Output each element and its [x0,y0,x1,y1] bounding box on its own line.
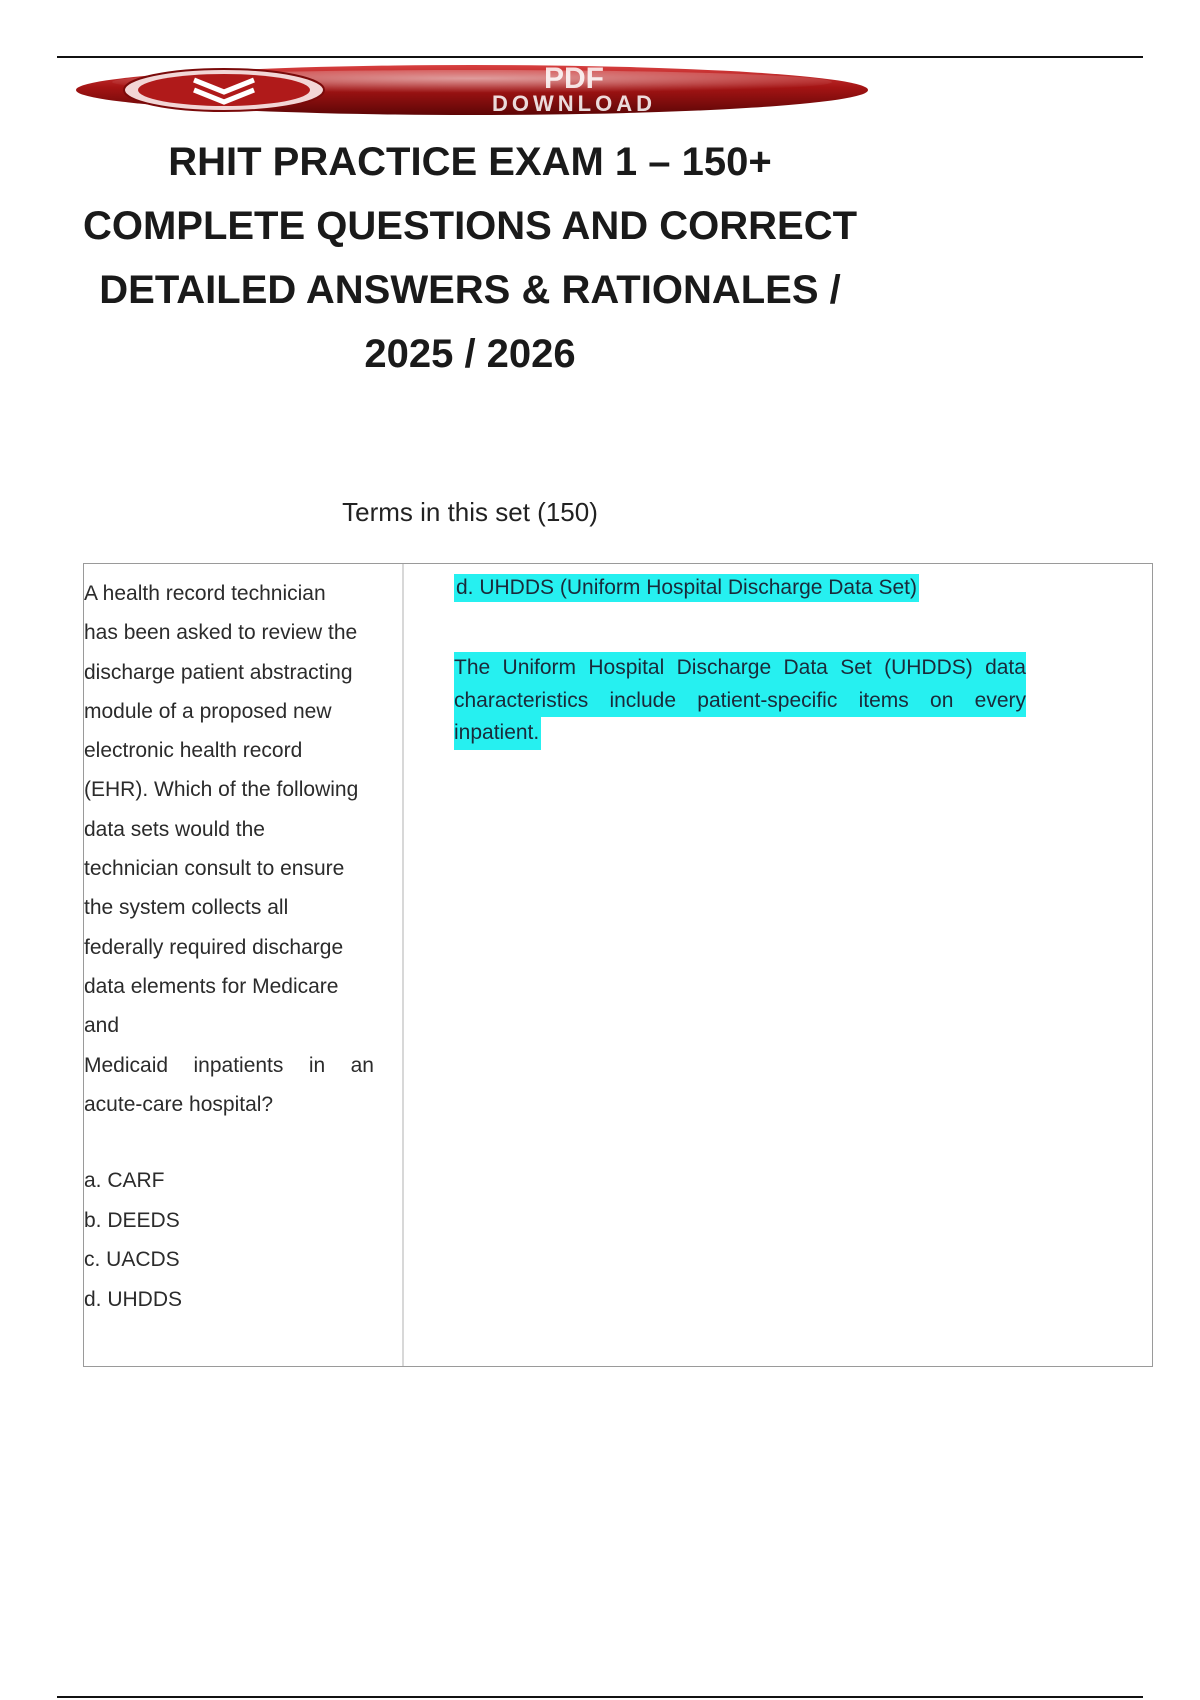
rationale-word: every [974,688,1026,712]
banner-text-top: PDF [544,64,604,95]
option-d: d. UHDDS [84,1287,183,1311]
rationale-word: items [858,688,909,712]
option-a: a. CARF [84,1169,165,1193]
title-line: DETAILED ANSWERS & RATIONALES / [99,268,841,312]
title-line: COMPLETE QUESTIONS AND CORRECT [82,204,858,248]
question-line: and [84,1014,120,1038]
question-line: discharge patient abstracting [84,660,353,684]
document-title [70,130,870,386]
question-line: data sets would the [84,817,265,841]
question-word: an [350,1053,374,1077]
rationale-word: on [930,688,954,712]
option-c: c. UACDS [84,1248,180,1272]
rationale-word: Uniform [502,656,577,679]
rationale-word: Data [783,656,828,679]
banner-text-bottom: DOWNLOAD [492,91,656,116]
footer-rule [57,1696,1143,1698]
question-line: the system collects all [84,896,289,920]
rationale-text [454,652,1026,750]
flashcard-row [83,563,1153,1367]
title-line: 2025 / 2026 [364,332,576,376]
rationale-line [454,652,1026,685]
question-line: module of a proposed new [84,699,332,723]
rationale-word: Hospital [588,656,665,679]
terms-count-label: Terms in this set (150) [342,497,598,527]
rationale-line: inpatient. [454,717,541,750]
question-line: electronic health record [84,739,303,763]
option-b: b. DEEDS [84,1208,180,1232]
rationale-word: Discharge [676,656,772,679]
rationale-word: patient-specific [697,688,838,712]
answer-text: d. UHDDS (Uniform Hospital Discharge Data Set) [454,574,919,602]
question-line: (EHR). Which of the following [84,778,359,802]
rationale-line [454,685,1026,718]
question-word: in [308,1053,326,1077]
question-line: federally required discharge [84,935,344,959]
question-line: has been asked to review the [84,621,358,645]
question-line: acute-care hospital? [84,1092,274,1116]
download-icon [124,69,324,111]
question-word: inpatients [193,1053,284,1077]
question-line-justified [84,1046,374,1085]
pdf-download-banner[interactable] [74,64,870,116]
question-word: Medicaid [84,1053,169,1077]
rationale-word: The [454,656,491,679]
question-cell [84,564,404,1366]
rationale-word: include [609,688,677,712]
question-line: A health record technician [84,582,326,605]
answer-cell [404,564,1152,1366]
title-line: RHIT PRACTICE EXAM 1 – 150+ [168,140,772,184]
question-line: technician consult to ensure [84,857,345,881]
question-line: data elements for Medicare [84,974,339,998]
rationale-word: (UHDDS) [884,656,973,679]
rationale-word: data [985,656,1026,679]
rationale-word: characteristics [454,688,589,712]
rationale-word: Set [840,656,872,679]
header-rule [57,56,1143,58]
